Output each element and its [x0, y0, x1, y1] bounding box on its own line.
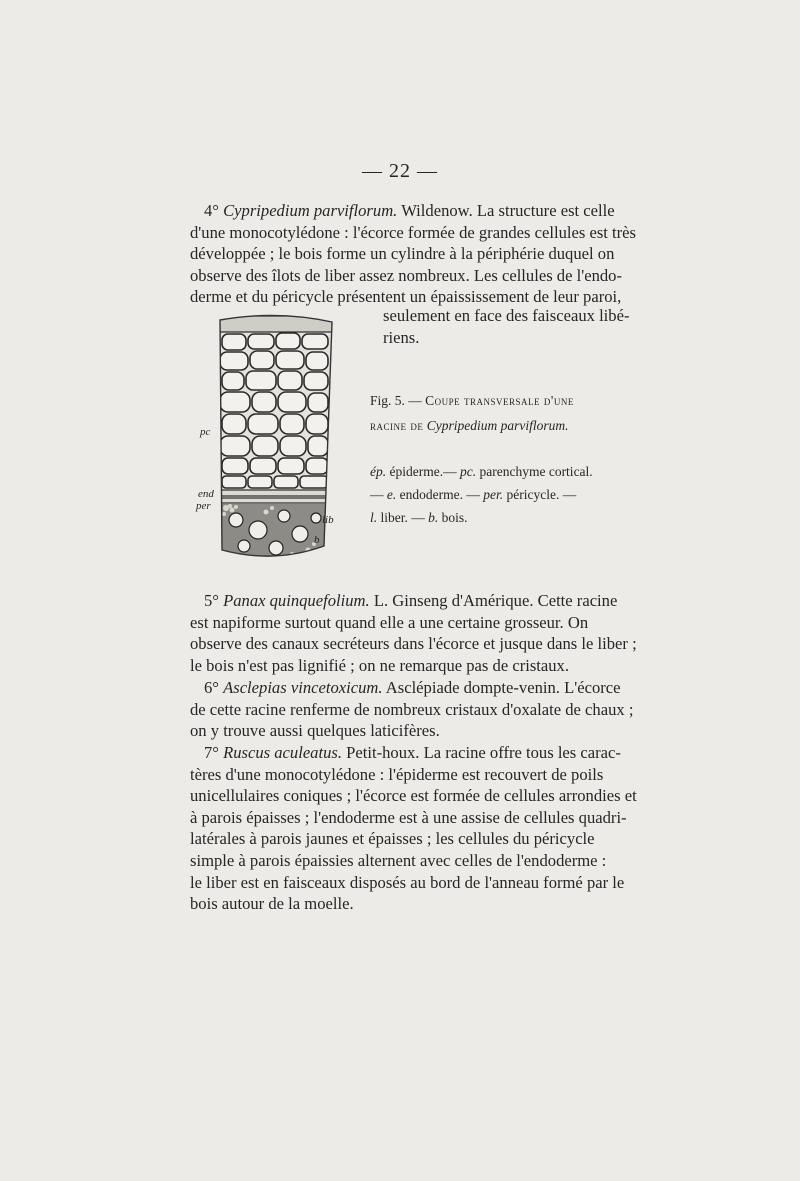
text-line: derme et du péricycle présentent un épaississement de leur paroi, [190, 287, 622, 307]
figure-legend [370, 460, 652, 529]
text-line: le liber est en faisceaux disposés au bord de l'anneau formé par le [190, 872, 625, 892]
species-name: Panax quinquefolium. [223, 591, 370, 610]
paragraph-7 [190, 742, 642, 915]
text-line: latérales à parois jaunes et épaisses ; les cellules du péricycle [190, 829, 595, 849]
label-end: end [198, 488, 214, 500]
caption-species: Cypripedium parviflorum. [426, 418, 569, 433]
page-number: — 22 — [362, 160, 438, 182]
caption-title: Coupe transversale d'une [425, 393, 574, 408]
text-line: Wildenow. La structure est celle [401, 201, 615, 220]
legend-abbr: b. [428, 510, 439, 525]
paragraph-6-line-1 [190, 677, 642, 699]
legend-text: bois. [441, 510, 468, 525]
legend-text: liber. — [380, 510, 425, 525]
figure-caption [370, 388, 650, 438]
paragraph-5 [190, 590, 642, 676]
species-name: Ruscus aculeatus. [223, 743, 342, 762]
text-line: le bois n'est pas lignifié ; on ne remarque pas de cristaux. [190, 655, 570, 675]
text-line: développée ; le bois forme un cylindre à la périphérie duquel on [190, 244, 615, 264]
item-number: 6° [204, 678, 219, 697]
legend-text: endoderme. — [399, 487, 480, 502]
text-line: Petit-houx. La racine offre tous les carac- [346, 743, 621, 762]
text-line: est napiforme surtout quand elle a une certaine grosseur. On [190, 612, 589, 632]
caption-label: Fig. 5. — [370, 393, 422, 408]
paragraph-4-line-1 [190, 200, 642, 222]
text-line: tères d'une monocotylédone : l'épiderme est recouvert de poils [190, 764, 604, 784]
label-per: per [196, 500, 211, 512]
text-line: on y trouve aussi quelques laticifères. [190, 721, 440, 741]
text-line: observe des canaux secréteurs dans l'écorce et jusque dans le liber ; [190, 634, 637, 654]
text-line: seulement en face des faisceaux libé- [383, 306, 630, 325]
text-line: à parois épaisses ; l'endoderme est à une assise de cellules quadri- [190, 807, 627, 827]
legend-abbr: ép. [370, 464, 387, 479]
text-line: riens. [383, 327, 420, 347]
legend-text: péricycle. — [506, 487, 577, 502]
legend-text: — [370, 487, 384, 502]
text-line: unicellulaires coniques ; l'écorce est formée de cellules arrondies et [190, 786, 637, 806]
species-name: Cypripedium parviflorum. [223, 201, 398, 220]
label-pc: pc [200, 426, 211, 438]
legend-text: épiderme.— [389, 464, 457, 479]
text-line: Asclépiade dompte-venin. L'écorce [385, 678, 621, 697]
item-number: 7° [204, 743, 219, 762]
figure-root-section [196, 308, 346, 570]
legend-text: parenchyme cortical. [479, 464, 593, 479]
label-b: b [314, 534, 320, 546]
caption-title-cont: racine de [370, 418, 424, 433]
paragraph-4-continuation [383, 305, 645, 348]
legend-abbr: l. [370, 510, 378, 525]
text-line: simple à parois épaissies alternent avec celles de l'endoderme : [190, 850, 607, 870]
legend-abbr: pc. [459, 464, 477, 479]
text-line: d'une monocotylédone : l'écorce formée de grandes cellules est très [190, 222, 636, 242]
label-lib: lib [322, 514, 334, 526]
text-line: L. Ginseng d'Amérique. Cette racine [373, 591, 618, 610]
text-line: observe des îlots de liber assez nombreux. Les cellules de l'endo- [190, 265, 622, 285]
paragraph-5-line-1 [190, 590, 642, 612]
species-name: Asclepias vincetoxicum. [223, 678, 383, 697]
item-number: 4° [204, 201, 219, 220]
paragraph-6 [190, 677, 642, 742]
text-line: bois autour de la moelle. [190, 894, 354, 914]
paragraph-7-line-1 [190, 742, 642, 764]
item-number: 5° [204, 591, 219, 610]
paragraph-4 [190, 200, 642, 308]
text-line: de cette racine renferme de nombreux cristaux d'oxalate de chaux ; [190, 699, 634, 719]
root-section-illustration [196, 308, 346, 570]
legend-abbr: per. [483, 487, 504, 502]
legend-abbr: e. [386, 487, 397, 502]
